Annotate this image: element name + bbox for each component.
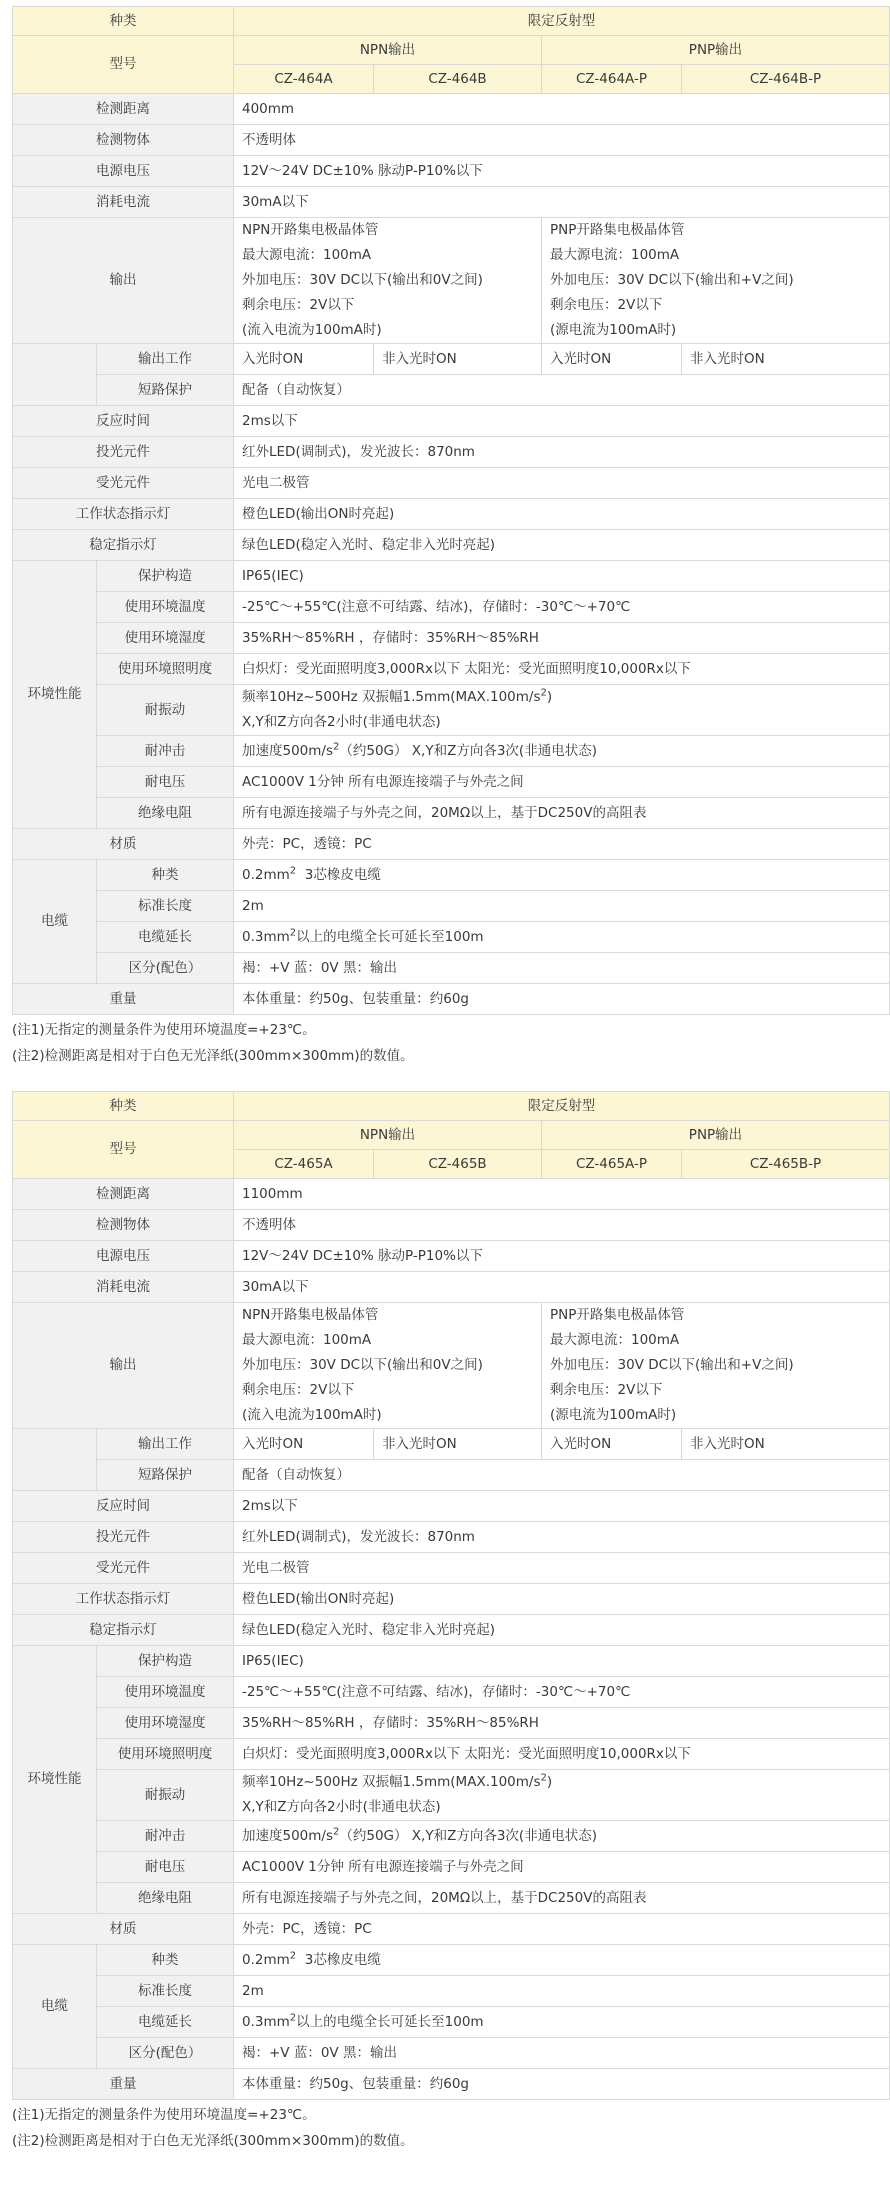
label-temp: 使用环境温度 xyxy=(97,1677,234,1708)
value-emitter: 红外LED(调制式)，发光波长：870nm xyxy=(234,437,890,468)
model-pnp-dark-on: CZ-464B-P xyxy=(682,65,890,94)
shock-text: 加速度500m/s xyxy=(242,1827,333,1844)
label-illum: 使用环境照明度 xyxy=(97,654,234,685)
value-withstand: AC1000V 1分钟 所有电源连接端子与外壳之间 xyxy=(234,1852,890,1883)
model-pnp-dark-on: CZ-465B-P xyxy=(682,1150,890,1179)
label-output-group-spacer xyxy=(13,1429,97,1491)
pnp-output-line: PNP开路集电极晶体管 xyxy=(550,1307,685,1323)
model-npn-light-on: CZ-464A xyxy=(234,65,374,94)
value-material: 外壳：PC，透镜：PC xyxy=(234,1914,890,1945)
value-cable-ext xyxy=(234,922,890,953)
npn-output-line: 剩余电压：2V以下 xyxy=(242,1382,355,1398)
value-insulation: 所有电源连接端子与外壳之间，20MΩ以上，基于DC250V的高阻表 xyxy=(234,798,890,829)
label-distance: 检测距离 xyxy=(13,94,234,125)
label-receiver: 受光元件 xyxy=(13,1553,234,1584)
spec-table xyxy=(12,6,890,1015)
label-shock: 耐冲击 xyxy=(97,736,234,767)
header-kind-label: 种类 xyxy=(13,1092,234,1121)
spec-block-cz-464 xyxy=(12,6,889,1069)
vib-sup: 2 xyxy=(540,1772,547,1784)
label-cable-ext: 电缆延长 xyxy=(97,922,234,953)
value-cable-color: 褐：+V 蓝：0V 黑：输出 xyxy=(234,2038,890,2069)
label-cable: 电缆 xyxy=(13,1945,97,2069)
value-receiver: 光电二极管 xyxy=(234,1553,890,1584)
value-illum: 白炽灯：受光面照明度3,000Rx以下 太阳光：受光面照明度10,000Rx以下 xyxy=(234,654,890,685)
value-cable-ext xyxy=(234,2007,890,2038)
note-2: (注2)检测距离是相对于白色无光泽纸(300mm×300mm)的数值。 xyxy=(12,2133,414,2149)
header-npn: NPN输出 xyxy=(234,1121,542,1150)
label-emitter: 投光元件 xyxy=(13,437,234,468)
cable-kind-text: 0.2mm xyxy=(242,866,290,883)
label-vib: 耐振动 xyxy=(97,1770,234,1821)
npn-output-line: (流入电流为100mA时) xyxy=(242,1407,382,1423)
value-npn-output xyxy=(234,1303,542,1429)
label-response: 反应时间 xyxy=(13,1491,234,1522)
vib-text-end: ) xyxy=(546,1774,553,1790)
value-shock xyxy=(234,1821,890,1852)
shock-text-end: （约50G） X,Y和Z方向各3次(非通电状态) xyxy=(339,742,597,759)
value-response: 2ms以下 xyxy=(234,406,890,437)
value-cable-color: 褐：+V 蓝：0V 黑：输出 xyxy=(234,953,890,984)
value-receiver: 光电二极管 xyxy=(234,468,890,499)
value-op-npn-dark: 非入光时ON xyxy=(374,344,542,375)
npn-output-line: 剩余电压：2V以下 xyxy=(242,297,355,313)
label-receiver: 受光元件 xyxy=(13,468,234,499)
value-withstand: AC1000V 1分钟 所有电源连接端子与外壳之间 xyxy=(234,767,890,798)
value-cable-len: 2m xyxy=(234,1976,890,2007)
value-current: 30mA以下 xyxy=(234,187,890,218)
value-distance: 1100mm xyxy=(234,1179,890,1210)
header-model-label: 型号 xyxy=(13,36,234,94)
value-illum: 白炽灯：受光面照明度3,000Rx以下 太阳光：受光面照明度10,000Rx以下 xyxy=(234,1739,890,1770)
value-humidity: 35%RH～85%RH ，存储时：35%RH～85%RH xyxy=(234,1708,890,1739)
pnp-output-line: 最大源电流：100mA xyxy=(550,247,680,263)
value-cable-kind xyxy=(234,1945,890,1976)
value-cable-kind xyxy=(234,860,890,891)
value-stable: 绿色LED(稳定入光时、稳定非入光时亮起) xyxy=(234,530,890,561)
value-op-pnp-dark: 非入光时ON xyxy=(682,1429,890,1460)
pnp-output-line: 剩余电压：2V以下 xyxy=(550,1382,663,1398)
value-vib xyxy=(234,1770,890,1821)
label-output-op: 输出工作 xyxy=(97,1429,234,1460)
label-indicator: 工作状态指示灯 xyxy=(13,499,234,530)
shock-text-end: （约50G） X,Y和Z方向各3次(非通电状态) xyxy=(339,1827,597,1844)
value-protect: IP65(IEC) xyxy=(234,1646,890,1677)
cable-kind-text-end: 3芯橡皮电缆 xyxy=(296,866,381,883)
label-material: 材质 xyxy=(13,1914,234,1945)
vib-line-2: X,Y和Z方向各2小时(非通电状态) xyxy=(242,714,441,730)
pnp-output-line: (源电流为100mA时) xyxy=(550,322,677,338)
shock-sup: 2 xyxy=(333,741,340,752)
value-shock xyxy=(234,736,890,767)
value-voltage: 12V～24V DC±10% 脉动P-P10%以下 xyxy=(234,1241,890,1272)
label-weight: 重量 xyxy=(13,984,234,1015)
label-humidity: 使用环境湿度 xyxy=(97,623,234,654)
pnp-output-line: 最大源电流：100mA xyxy=(550,1332,680,1348)
value-emitter: 红外LED(调制式)，发光波长：870nm xyxy=(234,1522,890,1553)
header-type-value: 限定反射型 xyxy=(234,1092,890,1121)
label-env: 环境性能 xyxy=(13,561,97,829)
vib-line-2: X,Y和Z方向各2小时(非通电状态) xyxy=(242,1799,441,1815)
npn-output-line: NPN开路集电极晶体管 xyxy=(242,222,379,238)
label-vib: 耐振动 xyxy=(97,685,234,736)
label-cable-len: 标准长度 xyxy=(97,891,234,922)
value-npn-output xyxy=(234,218,542,344)
label-protect: 保护构造 xyxy=(97,1646,234,1677)
npn-output-line: 外加电压：30V DC以下(输出和0V之间) xyxy=(242,1357,483,1373)
label-shock: 耐冲击 xyxy=(97,1821,234,1852)
model-npn-light-on: CZ-465A xyxy=(234,1150,374,1179)
header-kind-label: 种类 xyxy=(13,7,234,36)
model-pnp-light-on: CZ-465A-P xyxy=(542,1150,682,1179)
label-stable: 稳定指示灯 xyxy=(13,530,234,561)
label-emitter: 投光元件 xyxy=(13,1522,234,1553)
cable-ext-sup: 2 xyxy=(289,2012,297,2023)
value-pnp-output xyxy=(542,1303,890,1429)
label-cable-kind: 种类 xyxy=(97,860,234,891)
header-pnp: PNP输出 xyxy=(542,36,890,65)
label-object: 检测物体 xyxy=(13,1210,234,1241)
block-gap xyxy=(0,1069,890,1091)
value-op-pnp-light: 入光时ON xyxy=(542,1429,682,1460)
note-1: (注1)无指定的测量条件为使用环境温度=+23℃。 xyxy=(12,2107,316,2123)
value-weight: 本体重量：约50g、包装重量：约60g xyxy=(234,2069,890,2100)
label-voltage: 电源电压 xyxy=(13,156,234,187)
vib-line-1 xyxy=(242,1770,881,1795)
label-object: 检测物体 xyxy=(13,125,234,156)
label-material: 材质 xyxy=(13,829,234,860)
label-distance: 检测距离 xyxy=(13,1179,234,1210)
value-voltage: 12V～24V DC±10% 脉动P-P10%以下 xyxy=(234,156,890,187)
label-temp: 使用环境温度 xyxy=(97,592,234,623)
header-type-value: 限定反射型 xyxy=(234,7,890,36)
model-pnp-light-on: CZ-464A-P xyxy=(542,65,682,94)
value-object: 不透明体 xyxy=(234,125,890,156)
label-output: 输出 xyxy=(13,1303,234,1429)
label-response: 反应时间 xyxy=(13,406,234,437)
label-output-group-spacer xyxy=(13,344,97,406)
value-response: 2ms以下 xyxy=(234,1491,890,1522)
value-current: 30mA以下 xyxy=(234,1272,890,1303)
label-current: 消耗电流 xyxy=(13,1272,234,1303)
label-voltage: 电源电压 xyxy=(13,1241,234,1272)
vib-text-end: ) xyxy=(546,689,553,705)
note-1: (注1)无指定的测量条件为使用环境温度=+23℃。 xyxy=(12,1022,316,1038)
label-output-op: 输出工作 xyxy=(97,344,234,375)
value-op-npn-light: 入光时ON xyxy=(234,1429,374,1460)
header-model-label: 型号 xyxy=(13,1121,234,1179)
cable-ext-sup: 2 xyxy=(289,927,297,938)
value-short: 配备（自动恢复） xyxy=(234,1460,890,1491)
label-stable: 稳定指示灯 xyxy=(13,1615,234,1646)
value-indicator: 橙色LED(输出ON时亮起) xyxy=(234,499,890,530)
cable-kind-text-end: 3芯橡皮电缆 xyxy=(296,1951,381,1968)
label-output: 输出 xyxy=(13,218,234,344)
label-cable-color: 区分(配色） xyxy=(97,2038,234,2069)
value-stable: 绿色LED(稳定入光时、稳定非入光时亮起) xyxy=(234,1615,890,1646)
label-env: 环境性能 xyxy=(13,1646,97,1914)
cable-ext-text: 0.3mm xyxy=(242,928,290,945)
value-protect: IP65(IEC) xyxy=(234,561,890,592)
npn-output-line: 最大源电流：100mA xyxy=(242,247,372,263)
label-short: 短路保护 xyxy=(97,1460,234,1491)
cable-ext-text-end: 以上的电缆全长可延长至100m xyxy=(296,928,484,945)
notes xyxy=(12,1015,889,1069)
cable-ext-text-end: 以上的电缆全长可延长至100m xyxy=(296,2013,484,2030)
value-weight: 本体重量：约50g、包装重量：约60g xyxy=(234,984,890,1015)
pnp-output-line: (源电流为100mA时) xyxy=(550,1407,677,1423)
shock-sup: 2 xyxy=(333,1826,340,1837)
header-pnp: PNP输出 xyxy=(542,1121,890,1150)
spec-block-cz-465 xyxy=(12,1091,889,2154)
npn-output-line: NPN开路集电极晶体管 xyxy=(242,1307,379,1323)
cable-kind-sup: 2 xyxy=(289,1950,297,1961)
label-cable: 电缆 xyxy=(13,860,97,984)
pnp-output-line: 外加电压：30V DC以下(输出和+V之间) xyxy=(550,272,794,288)
value-vib xyxy=(234,685,890,736)
value-op-pnp-light: 入光时ON xyxy=(542,344,682,375)
label-illum: 使用环境照明度 xyxy=(97,1739,234,1770)
model-npn-dark-on: CZ-465B xyxy=(374,1150,542,1179)
pnp-output-line: PNP开路集电极晶体管 xyxy=(550,222,685,238)
value-temp: -25℃～+55℃(注意不可结露、结冰)，存储时：-30℃～+70℃ xyxy=(234,592,890,623)
value-distance: 400mm xyxy=(234,94,890,125)
label-current: 消耗电流 xyxy=(13,187,234,218)
cable-kind-sup: 2 xyxy=(289,865,297,876)
note-2: (注2)检测距离是相对于白色无光泽纸(300mm×300mm)的数值。 xyxy=(12,1048,414,1064)
label-cable-len: 标准长度 xyxy=(97,1976,234,2007)
shock-text: 加速度500m/s xyxy=(242,742,333,759)
label-cable-color: 区分(配色） xyxy=(97,953,234,984)
pnp-output-line: 剩余电压：2V以下 xyxy=(550,297,663,313)
label-humidity: 使用环境湿度 xyxy=(97,1708,234,1739)
label-cable-kind: 种类 xyxy=(97,1945,234,1976)
vib-text: 频率10Hz~500Hz 双振幅1.5mm(MAX.100m/s xyxy=(242,1774,541,1790)
vib-text: 频率10Hz~500Hz 双振幅1.5mm(MAX.100m/s xyxy=(242,689,541,705)
value-temp: -25℃～+55℃(注意不可结露、结冰)，存储时：-30℃～+70℃ xyxy=(234,1677,890,1708)
value-op-npn-dark: 非入光时ON xyxy=(374,1429,542,1460)
label-withstand: 耐电压 xyxy=(97,767,234,798)
label-withstand: 耐电压 xyxy=(97,1852,234,1883)
value-material: 外壳：PC，透镜：PC xyxy=(234,829,890,860)
cable-kind-text: 0.2mm xyxy=(242,1951,290,1968)
value-short: 配备（自动恢复） xyxy=(234,375,890,406)
notes xyxy=(12,2100,889,2154)
pnp-output-line: 外加电压：30V DC以下(输出和+V之间) xyxy=(550,1357,794,1373)
npn-output-line: (流入电流为100mA时) xyxy=(242,322,382,338)
label-insulation: 绝缘电阻 xyxy=(97,1883,234,1914)
spec-table xyxy=(12,1091,890,2100)
value-op-npn-light: 入光时ON xyxy=(234,344,374,375)
value-cable-len: 2m xyxy=(234,891,890,922)
vib-sup: 2 xyxy=(540,687,547,699)
value-humidity: 35%RH～85%RH ，存储时：35%RH～85%RH xyxy=(234,623,890,654)
label-insulation: 绝缘电阻 xyxy=(97,798,234,829)
value-insulation: 所有电源连接端子与外壳之间，20MΩ以上，基于DC250V的高阻表 xyxy=(234,1883,890,1914)
label-indicator: 工作状态指示灯 xyxy=(13,1584,234,1615)
npn-output-line: 外加电压：30V DC以下(输出和0V之间) xyxy=(242,272,483,288)
value-op-pnp-dark: 非入光时ON xyxy=(682,344,890,375)
label-weight: 重量 xyxy=(13,2069,234,2100)
vib-line-1 xyxy=(242,685,881,710)
label-protect: 保护构造 xyxy=(97,561,234,592)
model-npn-dark-on: CZ-464B xyxy=(374,65,542,94)
value-indicator: 橙色LED(输出ON时亮起) xyxy=(234,1584,890,1615)
npn-output-line: 最大源电流：100mA xyxy=(242,1332,372,1348)
cable-ext-text: 0.3mm xyxy=(242,2013,290,2030)
value-pnp-output xyxy=(542,218,890,344)
value-object: 不透明体 xyxy=(234,1210,890,1241)
label-cable-ext: 电缆延长 xyxy=(97,2007,234,2038)
label-short: 短路保护 xyxy=(97,375,234,406)
header-npn: NPN输出 xyxy=(234,36,542,65)
